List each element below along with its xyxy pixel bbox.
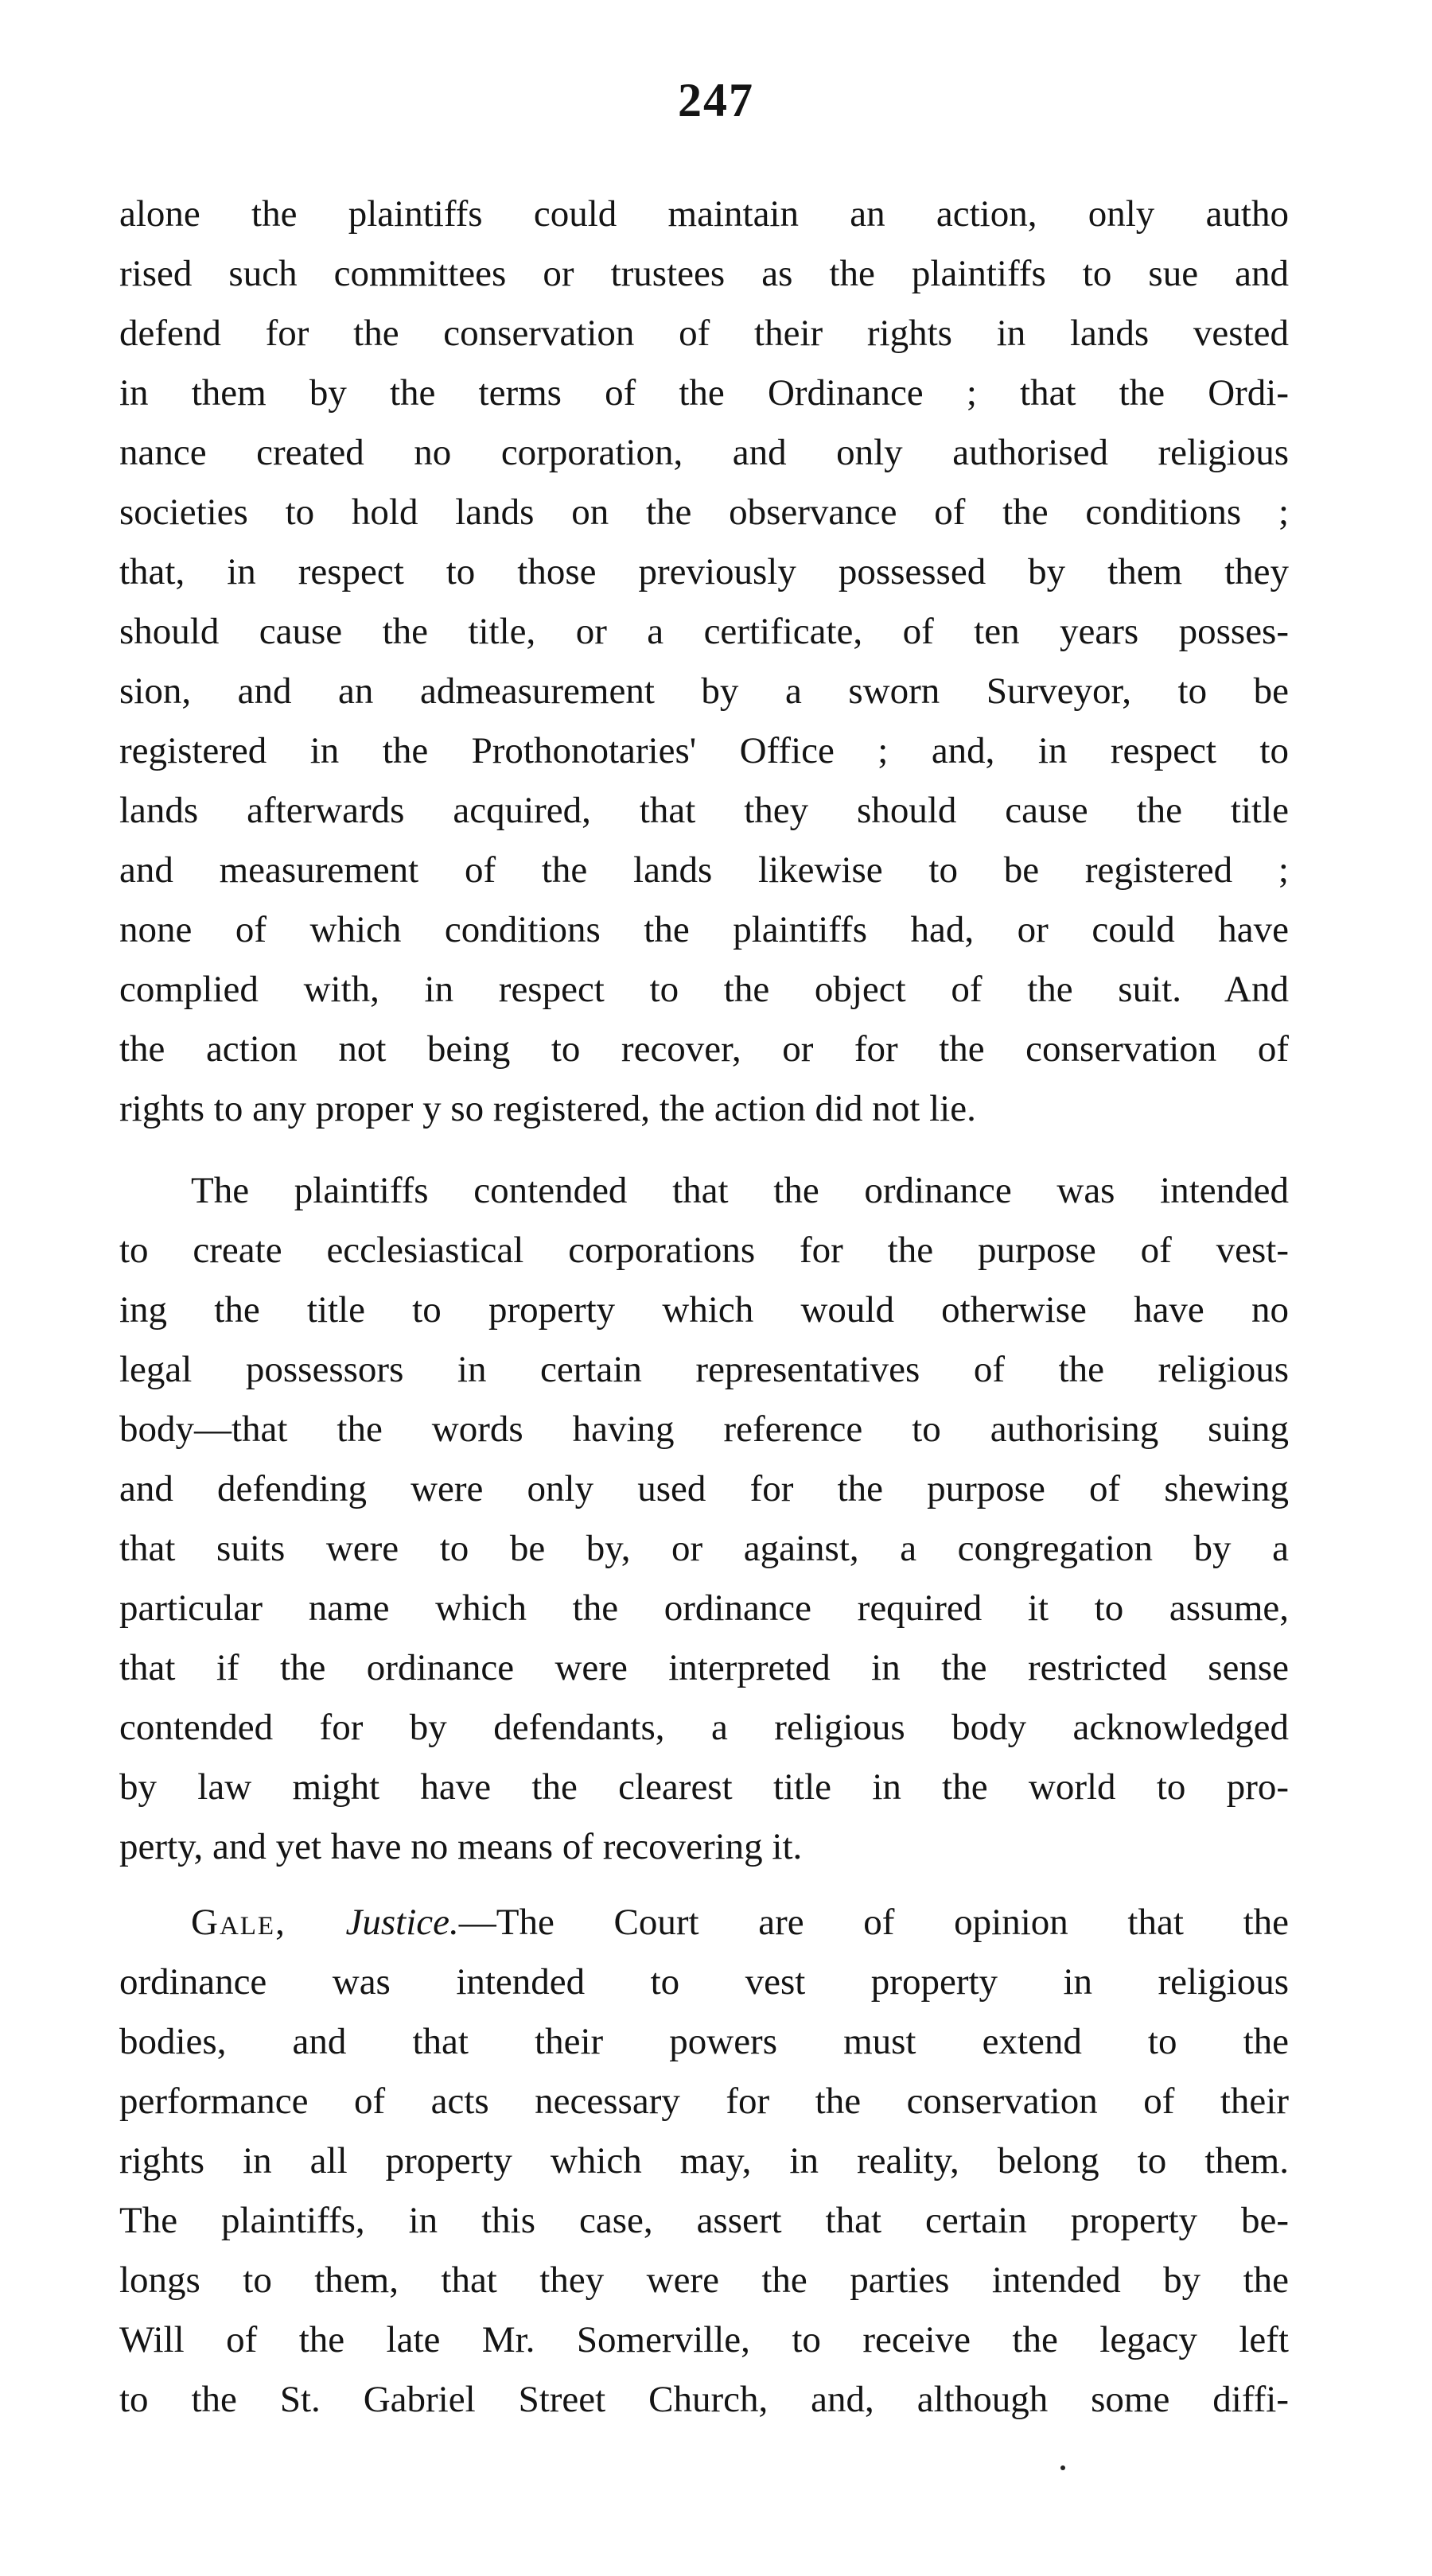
text-line: in them by the terms of the Ordinance ; that the Ordi- [119,372,1289,414]
text-line: none of which conditions the plaintiffs had, or could have [119,909,1289,950]
text-line: and defending were only used for the purpose of shewing [119,1468,1289,1509]
paragraph-1 [119,185,1289,1139]
text-line: defend for the conservation of their rights in lands vested [119,313,1289,354]
text-line: performance of acts necessary for the conservation of their [119,2081,1289,2122]
page-number: 247 [678,74,754,126]
speaker-title: Justice. [345,1902,459,1943]
text-line: bodies, and that their powers must extend to the [119,2021,1289,2062]
text-line: nance created no corporation, and only authorised religious [119,432,1289,473]
text-line: longs to them, that they were the parties intended by the [119,2259,1289,2301]
text-line: The plaintiffs, in this case, assert that certain property be- [119,2200,1289,2241]
text-line: and measurement of the lands likewise to be registered ; [119,849,1289,891]
text-line: that, in respect to those previously possessed by them they [119,551,1289,593]
text-line: ing the title to property which would otherwise have no [119,1289,1289,1331]
text-line: Will of the late Mr. Somerville, to receive the legacy left [119,2319,1289,2360]
text-line: that if the ordinance were interpreted in the restricted sense [119,1647,1289,1688]
text-line: rights to any proper y so registered, the action did not lie. [119,1088,976,1129]
text-line: societies to hold lands on the observance of the conditions ; [119,491,1289,533]
text-line: should cause the title, or a certificate, of ten years posses- [119,611,1289,652]
text-line: perty, and yet have no means of recovering it. [119,1826,803,1867]
text-line: to the St. Gabriel Street Church, and, although some diffi- [119,2379,1289,2420]
text-line: ordinance was intended to vest property in religious [119,1961,1289,2003]
text-line: the action not being to recover, or for the conservation of [119,1028,1289,1070]
text-line: sion, and an admeasurement by a sworn Surveyor, to be [119,670,1289,712]
text-line: particular name which the ordinance required it to assume, [119,1587,1289,1629]
text-line: complied with, in respect to the object of the suit. And [119,969,1289,1010]
text-line: body—that the words having reference to authorising suing [119,1408,1289,1450]
paragraph-2 [119,1161,1289,1877]
text-line: alone the plaintiffs could maintain an action, only autho [119,193,1289,235]
text-line: The plaintiffs contended that the ordinance was intended [191,1170,1289,1211]
text-line: by law might have the clearest title in the world to pro- [119,1766,1289,1808]
speaker-name: Gale, [191,1902,286,1943]
text-line: legal possessors in certain representatives of the religious [119,1349,1289,1390]
paragraph-3 [119,1893,1289,2430]
text-line: rights in all property which may, in reality, belong to them. [119,2140,1289,2182]
text-line: registered in the Prothonotaries' Office ; and, in respect to [119,730,1289,771]
text-run: —The Court are of opinion that the [458,1902,1290,1943]
text-line: lands afterwards acquired, that they should cause the title [119,790,1289,831]
ink-speck [1060,2465,1065,2470]
text-line: to create ecclesiastical corporations for the purpose of vest- [119,1230,1289,1271]
text-line: that suits were to be by, or against, a congregation by a [119,1528,1289,1569]
text-line: contended for by defendants, a religious body acknowledged [119,1707,1289,1748]
text-line: rised such committees or trustees as the plaintiffs to sue and [119,253,1289,294]
text-line [119,1893,1289,1952]
